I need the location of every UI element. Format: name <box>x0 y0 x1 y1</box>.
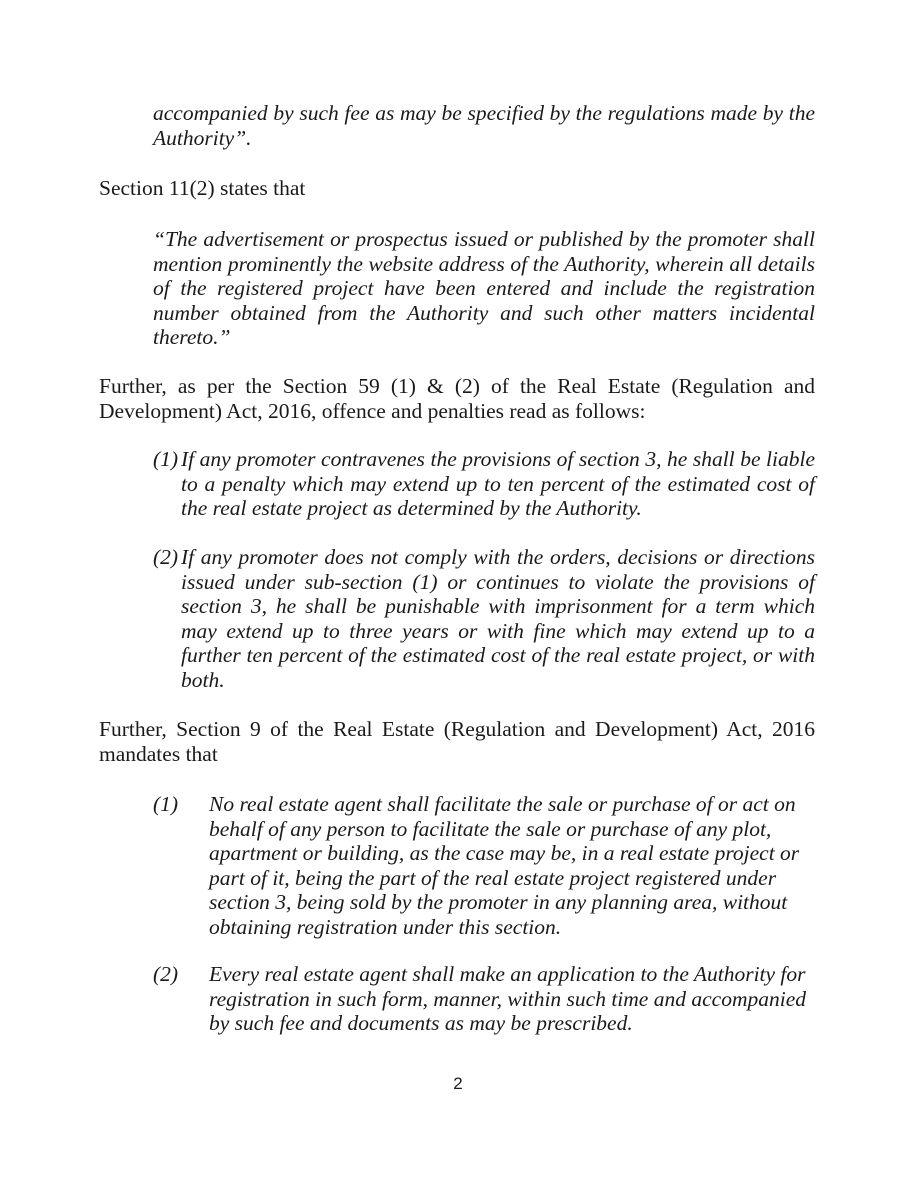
section-59-item-1 <box>153 447 815 521</box>
section-9-item-1 <box>153 792 815 939</box>
section-59-item-2 <box>153 545 815 692</box>
section-11-2-quote: “The advertisement or prospectus issued or published by the promoter shall mention prominently the website address of the Authority, wherein all details of the registered project have been entered and include the registration number obtained from the Authority and such other matters incidental thereto.” <box>153 227 815 349</box>
section-11-2-intro: Section 11(2) states that <box>99 176 306 200</box>
section-9-item-2-number: (2) <box>153 962 179 986</box>
section-59-item-1-number: (1) <box>153 447 179 471</box>
section-59-item-2-text: If any promoter does not comply with the orders, decisions or directions issued under sub-section (1) or continues to violate the provisions of section 3, he shall be punishable with imprisonment for a term which may extend up to three years or with fine which may extend up to a further ten percent of the estimated cost of the real estate project, or with both. <box>181 545 815 692</box>
section-9-item-2 <box>153 962 815 1036</box>
opening-quote-tail: accompanied by such fee as may be specified by the regulations made by the Authority”. <box>153 101 815 150</box>
section-9-item-1-text: No real estate agent shall facilitate the sale or purchase of or act on behalf of any person to facilitate the sale or purchase of any plot, apartment or building, as the case may be, in a real estate project or part of it, being the part of the real estate project registered under section 3, being sold by the promoter in any planning area, without obtaining registration under this section. <box>209 792 800 939</box>
page-number: 2 <box>453 1074 463 1093</box>
section-9-item-2-text: Every real estate agent shall make an application to the Authority for registration in such form, manner, within such time and accompanied by such fee and documents as may be prescribed. <box>209 962 806 1035</box>
section-59-item-2-number: (2) <box>153 545 179 569</box>
section-59-item-1-text: If any promoter contravenes the provisions of section 3, he shall be liable to a penalty which may extend up to ten percent of the estimated cost of the real estate project as determined by the Authority. <box>181 447 815 520</box>
section-59-intro: Further, as per the Section 59 (1) & (2) of the Real Estate (Regulation and Development) Act, 2016, offence and penalties read as follows: <box>99 374 815 423</box>
section-9-item-1-number: (1) <box>153 792 179 816</box>
section-9-intro: Further, Section 9 of the Real Estate (Regulation and Development) Act, 2016 mandates that <box>99 717 815 766</box>
